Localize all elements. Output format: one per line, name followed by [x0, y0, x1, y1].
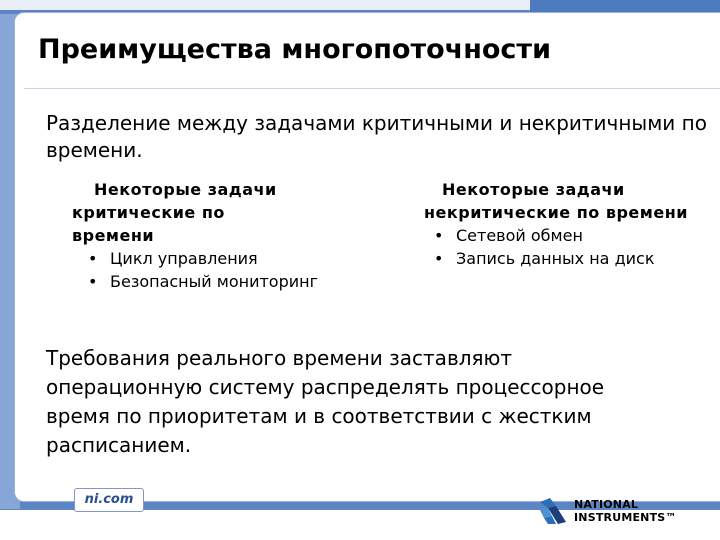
- list-item-text: Запись данных на диск: [456, 249, 655, 268]
- logo-text-national: NATIONAL: [574, 498, 639, 511]
- national-instruments-logo: [538, 494, 678, 530]
- list-item-text: Цикл управления: [110, 249, 258, 268]
- ni-com-link[interactable]: ni.com: [74, 488, 144, 512]
- trademark-symbol: ™: [665, 511, 677, 524]
- logo-text-instruments: [574, 511, 677, 524]
- right-column-heading-line2: некритические по времени: [424, 203, 688, 222]
- list-item: [72, 247, 332, 270]
- list-item: [424, 224, 720, 247]
- ni-eagle-icon: [538, 496, 568, 526]
- logo-text-instruments-word: INSTRUMENTS: [574, 511, 666, 524]
- outro-paragraph: Требования реального времени заставляют операционную систему распределять процессорное время по приоритетам и в соответствии с жестким расписанием.: [46, 346, 605, 457]
- list-item: [72, 270, 332, 293]
- list-item-text: Сетевой обмен: [456, 226, 583, 245]
- list-item: [424, 247, 720, 270]
- intro-paragraph: Разделение между задачами критичными и некритичными по времени.: [46, 111, 707, 162]
- left-column-heading-line3: времени: [72, 226, 155, 245]
- title-divider: [24, 88, 720, 89]
- right-column: [424, 178, 720, 270]
- slide-title: Преимущества многопоточности: [38, 34, 551, 65]
- bullet-icon: •: [88, 249, 98, 268]
- left-column-heading-line1: Некоторые задачи: [94, 180, 277, 199]
- list-item-text: Безопасный мониторинг: [110, 272, 319, 291]
- right-column-heading-line1: Некоторые задачи: [442, 180, 625, 199]
- left-column-heading-line2: критические по: [72, 203, 225, 222]
- background-top-strip: [0, 0, 530, 10]
- left-column: [72, 178, 332, 293]
- bullet-icon: •: [88, 272, 98, 291]
- bullet-icon: •: [434, 226, 444, 245]
- bullet-icon: •: [434, 249, 444, 268]
